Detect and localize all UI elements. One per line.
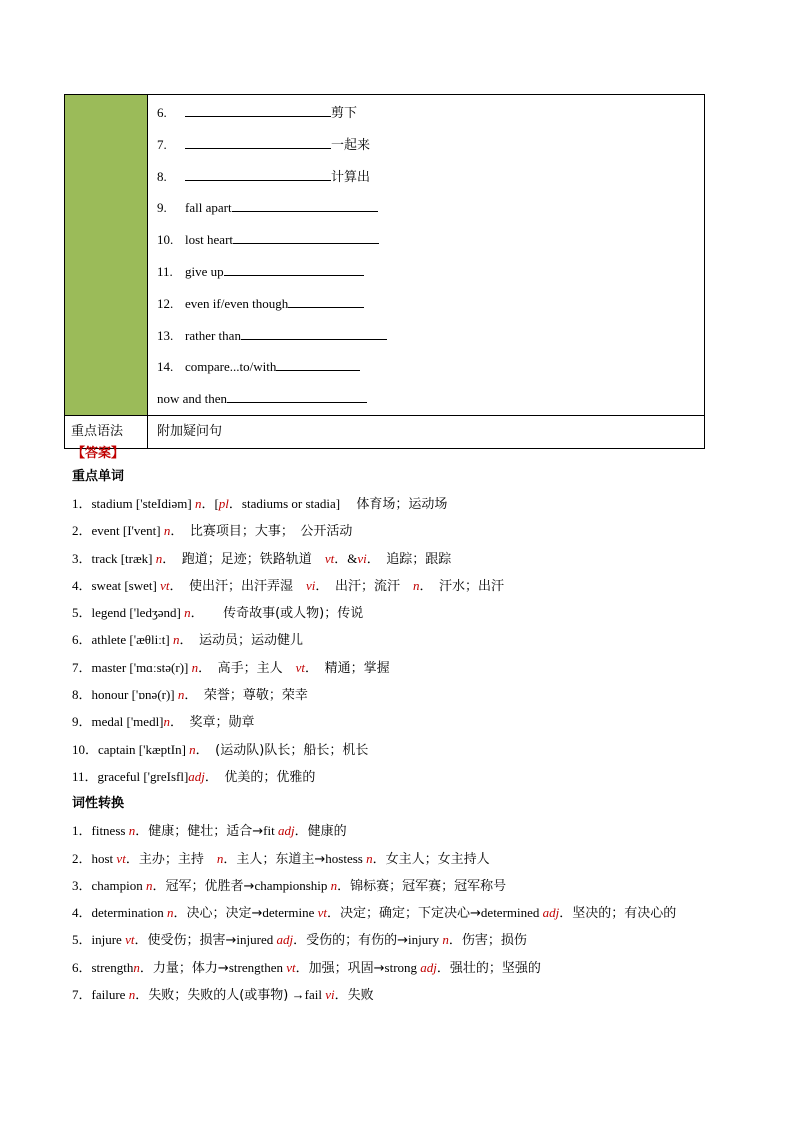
entry-text: ． [293,932,307,948]
entry-text: ． [170,523,190,539]
part-of-speech: n [216,850,224,866]
answer-blank[interactable] [185,138,331,149]
chinese-meaning: 体育场；运动场 [356,497,448,512]
part-of-speech: adj [276,932,294,948]
chinese-meaning: 出汗；流汗 [334,578,400,594]
entry-text: ． [198,659,218,675]
phrase-item [157,129,704,161]
answer-blank[interactable] [227,392,367,403]
chinese-meaning: 健康；健壮；适合→ [148,824,264,840]
vocab-entry [72,545,772,572]
entry-text: ． [184,687,204,703]
entry-text [400,578,413,593]
entry-text: 2．event [I'vent] [72,523,164,539]
entry-text: 1．stadium ['steIdiəm] [72,496,195,511]
conversion-entry [72,845,772,872]
entry-text: ． [162,550,182,566]
part-of-speech: vt [295,659,306,675]
vocab-entry [72,490,772,517]
entry-text: ．[ [201,496,219,511]
entry-text: ． [152,877,166,893]
answer-header: 【答案】 [72,446,125,461]
entry-text: ． [173,905,187,921]
part-of-speech: n [155,550,163,566]
vocab-entry [72,599,772,626]
part-of-speech: vi [306,577,316,593]
conversion-entry [72,817,772,844]
part-of-speech: n [177,687,185,703]
phrase-number: 13. [157,327,174,343]
chinese-meaning: 主办；主持 [138,851,204,867]
chinese-meaning: 失败；失败的人(或事物) [148,988,289,1004]
phrase-text: rather than [185,327,241,343]
entry-text: ． [169,577,189,593]
phrase-item [157,383,704,415]
entry-text: ． [305,659,325,675]
entry-text: 5．injure [72,932,126,948]
phrase-meaning: 剪下 [331,106,358,121]
part-of-speech: n [184,605,191,621]
chinese-meaning: 强壮的；坚强的 [449,960,541,976]
phrase-meaning: 一起来 [331,137,371,153]
entry-text [312,551,325,566]
entry-text [293,578,306,593]
part-of-speech: n [442,932,449,948]
entry-text: 10．captain ['kæptIn] [72,741,190,757]
entry-text: ． [334,987,348,1003]
phrase-number: 12. [157,295,174,311]
phrase-list-cell [148,95,705,416]
entry-text: 6．athlete ['æθliːt] [72,632,173,648]
entry-text: ． [337,877,351,893]
entry-text: ． [125,850,139,866]
entry-text [283,660,296,675]
part-of-speech: pl [218,496,229,511]
conversion-list [72,817,772,1008]
chinese-meaning: 奖章；勋章 [189,715,255,731]
phrase-text: compare...to/with [185,359,277,375]
entry-text: ． [419,577,439,593]
chinese-meaning: 伤害；损伤 [461,933,527,949]
part-of-speech: n [194,496,202,511]
phrase-item [157,224,704,256]
entry-text: ． [135,823,149,839]
part-of-speech: adj [188,768,205,784]
phrase-meaning: 计算出 [331,169,371,185]
part-of-speech: n [412,577,420,593]
entry-text: ． [366,550,387,566]
entry-text: 3．champion [72,877,147,893]
entry-text: 8．honour ['ɒnə(r)] [72,687,178,703]
chinese-meaning: 力量；体力→ [152,960,229,976]
chinese-meaning: 主人；东道主→ [236,851,326,867]
chinese-meaning: 高手；主人 [217,660,283,676]
entry-text: 5．legend ['ledʒənd] [72,605,185,621]
entry-text: ． [170,714,190,730]
entry-text: 2．host [72,850,117,866]
part-of-speech: n [191,659,199,675]
entry-text: ．stadiums or stadia] [228,496,357,511]
chinese-meaning: 优美的；优雅的 [224,769,316,785]
entry-text: ． [195,741,216,757]
entry-text: ． [294,823,308,839]
entry-text: injured [236,932,277,948]
phrase-item [157,320,704,352]
chinese-meaning: 女主人；女主持人 [385,851,490,867]
phrase-number: 11. [157,263,173,279]
part-of-speech: vt [116,850,126,866]
vocab-entry [72,517,772,544]
part-of-speech: n [128,987,136,1003]
answer-blank[interactable] [232,201,378,212]
entry-text: fit [263,823,278,839]
part-of-speech: vt [324,550,335,566]
answer-section [72,445,772,1008]
part-of-speech: n [133,959,140,975]
vocab-entry [72,626,772,653]
vocab-entry [72,763,772,790]
entry-text: injury [408,932,443,948]
chinese-meaning: 使出汗；出汗弄湿 [189,578,294,594]
vocab-section-title: 重点单词 [72,469,125,484]
part-of-speech: n [173,632,180,648]
entry-text: ． [135,987,149,1003]
entry-text: ． [204,768,225,784]
answer-blank[interactable] [241,329,387,340]
part-of-speech: n [163,523,171,539]
entry-text: ． [559,905,573,921]
chinese-meaning: 冠军；优胜者→ [165,878,255,894]
part-of-speech: adj [277,823,295,839]
part-of-speech: vt [286,959,296,975]
entry-text: ． [295,959,309,975]
vocab-entry [72,736,772,763]
conversion-entry [72,954,772,981]
part-of-speech: vi [357,550,367,566]
part-of-speech: adj [420,959,437,975]
phrase-table [64,94,705,449]
chinese-meaning: 比赛项目；大事； 公开活动 [189,524,353,540]
entry-text: 6．strength [72,959,134,975]
part-of-speech: n [330,877,338,893]
answer-blank[interactable] [224,265,364,276]
answer-blank[interactable] [276,360,360,371]
part-of-speech: n [166,905,174,921]
entry-text: determine [262,905,318,921]
entry-text [204,851,217,866]
chinese-meaning: 荣誉；尊敬；荣幸 [203,688,308,704]
part-of-speech: vi [325,987,335,1003]
phrase-number: 14. [157,359,174,375]
entry-text: 7．failure [72,987,129,1003]
part-of-speech: n [163,714,171,730]
answer-blank[interactable] [233,233,379,244]
phrase-item [157,256,704,288]
chinese-meaning: 汗水；出汗 [438,578,504,594]
entry-text: ． [372,850,386,866]
conversion-entry [72,872,772,899]
phrase-text: fall apart [185,200,232,216]
part-of-speech: vt [160,577,170,593]
phrase-text: even if/even though [185,295,289,311]
phrase-number: 6. [157,105,167,120]
part-of-speech: n [128,823,136,839]
part-of-speech: n [366,850,373,866]
entry-text: ． [315,577,335,593]
entry-text: ． [327,905,341,921]
conversion-entry [72,899,772,926]
entry-text: determined [480,905,543,921]
grammar-value: 附加疑问句 [148,415,705,448]
vocab-entry [72,708,772,735]
chinese-meaning: 受伤的；有伤的→ [306,933,409,949]
conversion-entry [72,981,772,1008]
entry-text: 3．track [træk] [72,550,156,566]
part-of-speech: n [146,877,153,893]
entry-text: ． [223,850,237,866]
entry-text: ． [436,959,450,975]
conversion-section-title: 词性转换 [72,796,125,812]
vocab-list [72,490,772,790]
conversion-entry [72,926,772,953]
entry-text: 1．fitness [72,823,129,839]
phrase-item [157,97,704,129]
entry-text: ．& [334,550,358,566]
entry-text: ． [179,632,200,648]
part-of-speech: n [189,741,196,757]
phrase-list [157,97,704,415]
phrase-number: 7. [157,136,167,152]
chinese-meaning: 失败 [347,988,374,1004]
phrase-number: 10. [157,232,174,248]
entry-text: ． [134,932,148,948]
answer-blank[interactable] [185,170,331,181]
entry-text: strong [384,959,421,975]
answer-blank[interactable] [288,297,364,308]
phrase-item [157,161,704,193]
entry-text: 11．graceful ['greIsfl] [72,768,189,784]
vocab-entry [72,572,772,599]
part-of-speech: adj [542,905,560,921]
phrase-item [157,351,704,383]
phrase-item [157,288,704,320]
phrase-item [157,192,704,224]
part-of-speech: vt [317,905,327,921]
phrase-text: lost heart [185,232,234,248]
chinese-meaning: 运动员；运动健儿 [199,633,304,649]
chinese-meaning: 传奇故事(或人物)；传说 [223,606,364,622]
chinese-meaning: 决定；确定；下定决心→ [340,906,481,922]
chinese-meaning: 跑道；足迹；铁路轨道 [181,551,312,567]
entry-text: 4．sweat [swet] [72,577,161,593]
table-side-cell [65,95,148,416]
chinese-meaning: 精通；掌握 [324,660,390,676]
entry-text: 4．determination [72,905,167,921]
phrase-text: give up [185,263,224,279]
vocab-entry [72,681,772,708]
chinese-meaning: 决心；决定→ [186,906,263,922]
chinese-meaning: 追踪；跟踪 [386,551,452,567]
chinese-meaning: 健康的 [307,824,347,840]
entry-text: 9．medal ['medl] [72,714,164,730]
entry-text: championship [254,877,331,893]
entry-text: →fail [288,987,326,1003]
chinese-meaning: 锦标赛；冠军赛；冠军称号 [350,878,507,894]
phrase-number: 8. [157,168,167,184]
chinese-meaning: (运动队)队长；船长；机长 [215,742,369,758]
entry-text: strengthen [228,959,287,975]
phrase-number: 9. [157,200,167,216]
chinese-meaning: 使受伤；损害→ [147,933,237,949]
chinese-meaning: 加强；巩固→ [308,960,385,976]
entry-text: ． [190,605,224,621]
answer-blank[interactable] [185,106,331,117]
phrase-text: now and then [157,391,228,407]
entry-text: ． [448,932,462,948]
part-of-speech: vt [125,932,135,948]
vocab-entry [72,654,772,681]
entry-text: ． [139,959,153,975]
chinese-meaning: 坚决的；有决心的 [572,906,677,922]
entry-text: 7．master ['mɑːstə(r)] [72,659,192,675]
entry-text: hostess [325,850,367,866]
grammar-label: 重点语法 [65,415,148,448]
